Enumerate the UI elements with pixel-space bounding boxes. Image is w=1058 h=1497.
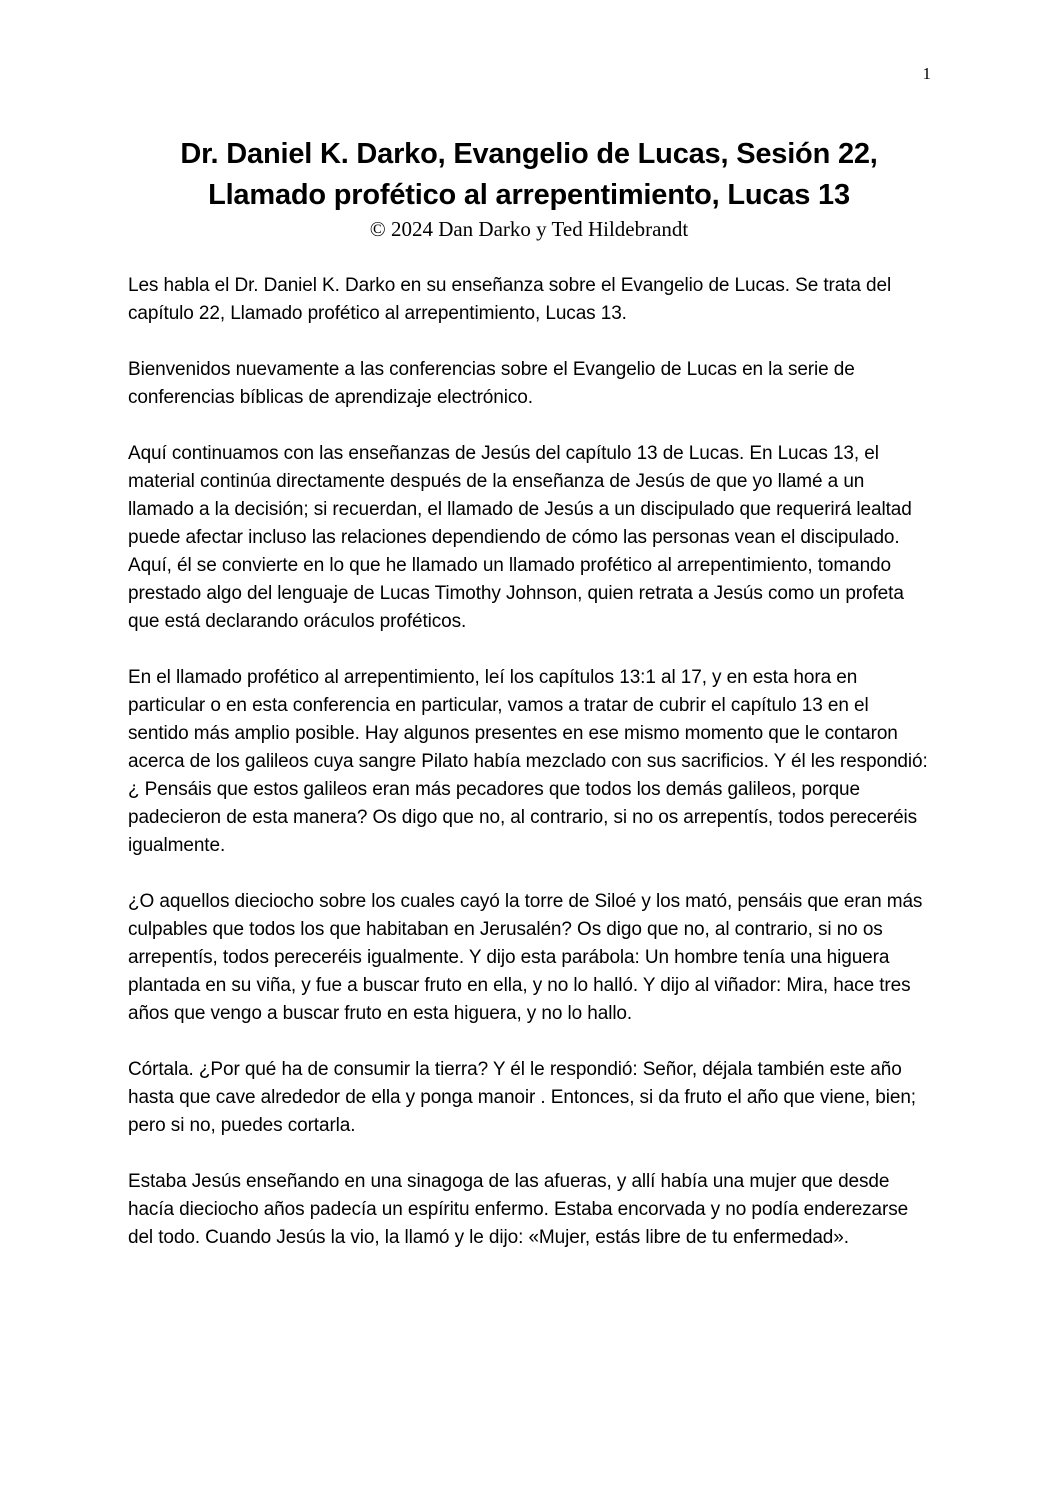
document-body xyxy=(128,272,930,1280)
title-line-1: Dr. Daniel K. Darko, Evangelio de Lucas, Sesión 22, xyxy=(180,138,878,170)
paragraph-fig-tree: Córtala. ¿Por qué ha de consumir la tierra? Y él le respondió: Señor, déjala también este año hasta que cave alrededor de ella y ponga manoir . Entonces, si da fruto el año que viene, bien; pero si no, puedes cortarla. xyxy=(128,1059,916,1136)
paragraph-welcome: Bienvenidos nuevamente a las conferencias sobre el Evangelio de Lucas en la serie de conferencias bíblicas de aprendizaje electrónico. xyxy=(128,359,855,408)
document-title xyxy=(100,134,958,216)
paragraph-synagogue: Estaba Jesús enseñando en una sinagoga de las afueras, y allí había una mujer que desde hacía dieciocho años padecía un espíritu enfermo. Estaba encorvada y no podía enderezarse del todo. Cuando Jesús la vio, la llamó y le dijo: «Mujer, estás libre de tu enfermedad». xyxy=(128,1171,909,1248)
paragraph-intro: Les habla el Dr. Daniel K. Darko en su enseñanza sobre el Evangelio de Lucas. Se trata del capítulo 22, Llamado profético al arrepentimiento, Lucas 13. xyxy=(128,275,892,324)
page-number: 1 xyxy=(922,64,931,83)
document-header xyxy=(100,134,958,242)
title-line-2: Llamado profético al arrepentimiento, Lucas 13 xyxy=(208,179,850,211)
copyright-notice: © 2024 Dan Darko y Ted Hildebrandt xyxy=(369,217,689,241)
paragraph-context: Aquí continuamos con las enseñanzas de Jesús del capítulo 13 de Lucas. En Lucas 13, el material continúa directamente después de la enseñanza de Jesús de que yo llamé a un llamado a la decisión; si recuerdan, el llamado de Jesús a un discipulado que requerirá lealtad puede afectar incluso las relaciones dependiendo de cómo las personas vean el discipulado. Aquí, él se convierte en lo que he llamado un llamado profético al arrepentimiento, tomando prestado algo del lenguaje de Lucas Timothy Johnson, quien retrata a Jesús como un profeta que está declarando oráculos proféticos. xyxy=(128,443,912,632)
paragraph-galileans: En el llamado profético al arrepentimiento, leí los capítulos 13:1 al 17, y en esta hora en particular o en esta conferencia en particular, vamos a tratar de cubrir el capítulo 13 en el sentido más amplio posible. Hay algunos presentes en ese mismo momento que le contaron acerca de los galileos cuya sangre Pilato había mezclado con sus sacrificios. Y él les respondió: ¿ Pensáis que estos galileos eran más pecadores que todos los demás galileos, porque padecieron de esta manera? Os digo que no, al contrario, si no os arrepentís, todos pereceréis igualmente. xyxy=(128,667,928,856)
paragraph-siloam: ¿O aquellos dieciocho sobre los cuales cayó la torre de Siloé y los mató, pensáis que eran más culpables que todos los que habitaban en Jerusalén? Os digo que no, al contrario, si no os arrepentís, todos pereceréis igualmente. Y dijo esta parábola: Un hombre tenía una higuera plantada en su viña, y fue a buscar fruto en ella, y no lo halló. Y dijo al viñador: Mira, hace tres años que vengo a buscar fruto en esta higuera, y no lo hallo. xyxy=(128,891,923,1024)
